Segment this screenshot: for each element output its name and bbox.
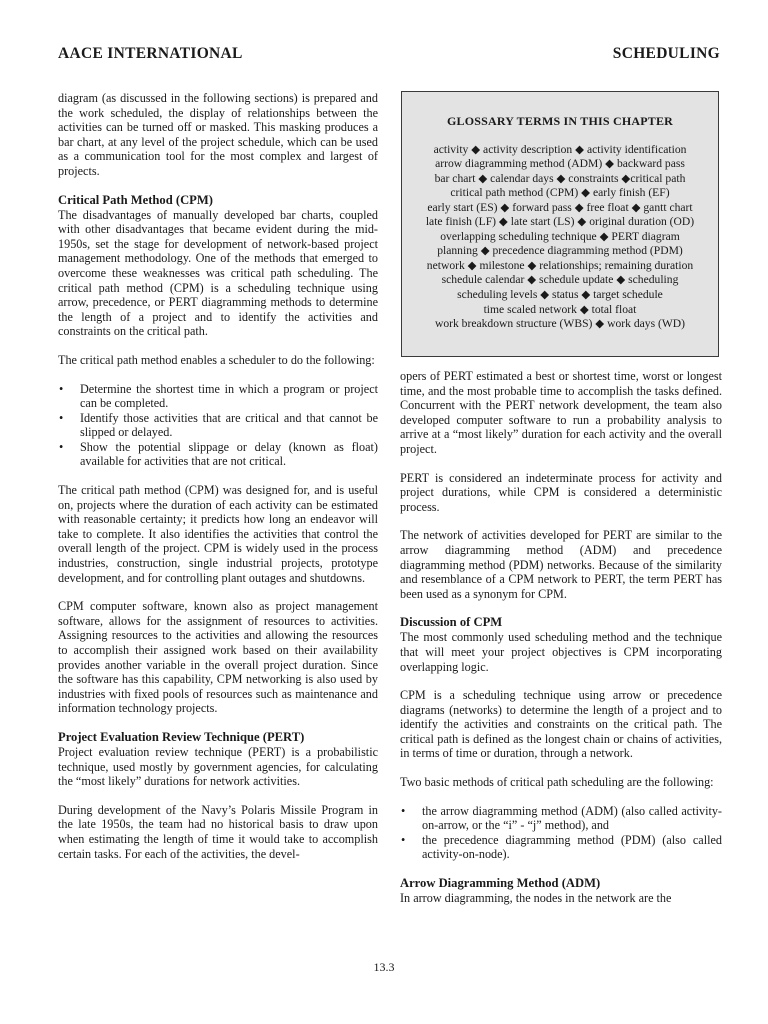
list-item: • Identify those activities that are critical and that cannot be slipped or delayed. xyxy=(58,411,378,440)
paragraph: Project evaluation review technique (PERT) is a probabilistic technique, used mostly by government agencies, for calculating the “most likely” durations for network activities. xyxy=(58,744,378,789)
glossary-line: work breakdown structure (WBS) ◆ work days (WD) xyxy=(434,317,686,331)
paragraph: The network of activities developed for PERT are similar to the arrow diagramming method (ADM) and precedence diagramming method (PDM) networks. Because of the similarity and resemblance of a CPM network to PERT, the term PERT has been used as a synonym for CPM. xyxy=(400,528,722,601)
paragraph: The critical path method enables a scheduler to do the following: xyxy=(58,352,375,367)
glossary-line: planning ◆ precedence diagramming method (PDM) xyxy=(437,244,683,258)
paragraph: The most commonly used scheduling method and the technique that will meet your project objectives is CPM incorporating overlapping logic. xyxy=(400,630,722,674)
methods-bullet-list xyxy=(400,804,722,862)
paragraph: CPM computer software, known also as project management software, allows for the assignment of resources to activities. Assigning resources to the activities and allowing the resources to accomplish their assigned work based on their availability provides another variable in the overall project duration. Since the software has this capability, CPM networking is also used by industries with fixed pools of resources such as maintenance and information technology projects. xyxy=(58,599,378,716)
header-publisher: AACE INTERNATIONAL xyxy=(58,45,243,62)
cpm-bullet-list xyxy=(58,382,378,470)
glossary-line: network ◆ milestone ◆ relationships; remaining duration xyxy=(426,258,694,272)
glossary-line: scheduling levels ◆ status ◆ target schedule xyxy=(457,288,663,302)
header-section: SCHEDULING xyxy=(612,45,720,62)
page-header xyxy=(58,45,720,65)
list-item: • the arrow diagramming method (ADM) (also called activity-on-arrow, or the “i” - “j” method), and xyxy=(400,804,722,833)
list-item: • Determine the shortest time in which a program or project can be completed. xyxy=(58,382,378,411)
heading-discussion-cpm: Discussion of CPM xyxy=(400,615,503,630)
glossary-line: schedule calendar ◆ schedule update ◆ scheduling xyxy=(441,273,679,287)
glossary-line: activity ◆ activity description ◆ activity identification xyxy=(433,142,687,156)
glossary-line: critical path method (CPM) ◆ early finish (EF) xyxy=(450,186,670,200)
paragraph: PERT is considered an indeterminate process for activity and project durations, while CPM is considered a deterministic process. xyxy=(400,470,722,514)
list-item: • Show the potential slippage or delay (known as float) available for activities that are not critical. xyxy=(58,440,378,469)
page-number: 13.3 xyxy=(373,960,395,974)
glossary-line: arrow diagramming method (ADM) ◆ backward pass xyxy=(435,157,685,171)
paragraph: During development of the Navy’s Polaris Missile Program in the late 1950s, the team had no historical basis to draw upon when estimating the length of time it would take to accomplish certain tasks. For each of the activities, the devel- xyxy=(58,802,378,861)
right-column xyxy=(400,369,722,920)
glossary-box xyxy=(401,91,719,357)
paragraph: The disadvantages of manually developed bar charts, coupled with other disadvantages that became evident during the mid-1950s, set the stage for development of network-based project management methodology. One of the methods that emerged to overcome these weaknesses was critical path scheduling. The critical path method (CPM) is a scheduling technique using arrow, precedence, or PERT diagramming methods to determine the length of a project and to identify the activities and constraints on the critical path. xyxy=(58,207,378,339)
left-column xyxy=(58,91,378,875)
heading-cpm: Critical Path Method (CPM) xyxy=(58,192,213,207)
glossary-title: GLOSSARY TERMS IN THIS CHAPTER xyxy=(446,114,674,128)
glossary-line: late finish (LF) ◆ late start (LS) ◆ original duration (OD) xyxy=(425,215,695,229)
paragraph: In arrow diagramming, the nodes in the network are the xyxy=(400,891,672,906)
paragraph: The critical path method (CPM) was designed for, and is useful on, projects where the duration of each activity can be estimated with reasonable certainty; it predicts how long an endeavor will take to complete. It also identifies the activities that control the overall length of the project. CPM is widely used in the process industries, construction, single industrial projects, prototype development, and for controlling plant outages and shutdowns. xyxy=(58,483,378,585)
glossary-line: time scaled network ◆ total float xyxy=(483,302,637,316)
glossary-line: bar chart ◆ calendar days ◆ constraints ◆critical path xyxy=(434,171,686,185)
heading-pert: Project Evaluation Review Technique (PERT) xyxy=(58,729,305,744)
glossary-line: early start (ES) ◆ forward pass ◆ free float ◆ gantt chart xyxy=(427,200,693,214)
paragraph: diagram (as discussed in the following sections) is prepared and the work scheduled, the display of relationships between the activities can be turned off or masked. This masking produces a bar chart, at any level of the project schedule, which can be used as a communication tool for the most complex and largest of projects. xyxy=(58,91,378,178)
heading-adm: Arrow Diagramming Method (ADM) xyxy=(400,876,601,891)
glossary-line: overlapping scheduling technique ◆ PERT diagram xyxy=(440,229,680,243)
paragraph: Two basic methods of critical path scheduling are the following: xyxy=(400,775,714,790)
paragraph: opers of PERT estimated a best or shortest time, worst or longest time, and the most probable time to accomplish the tasks defined. Concurrent with the PERT network development, the team also developed computer software to run a probability analysis to arrive at a “most likely” duration for each activity and the overall project. xyxy=(400,369,722,456)
paragraph: CPM is a scheduling technique using arrow or precedence diagrams (networks) to determine the length of a project and to identify the activities and constraints on the critical path. The critical path is defined as the longest chain or chains of activities, in terms of time or duration, through a network. xyxy=(400,688,722,761)
list-item: • the precedence diagramming method (PDM) (also called activity-on-node). xyxy=(400,833,722,862)
